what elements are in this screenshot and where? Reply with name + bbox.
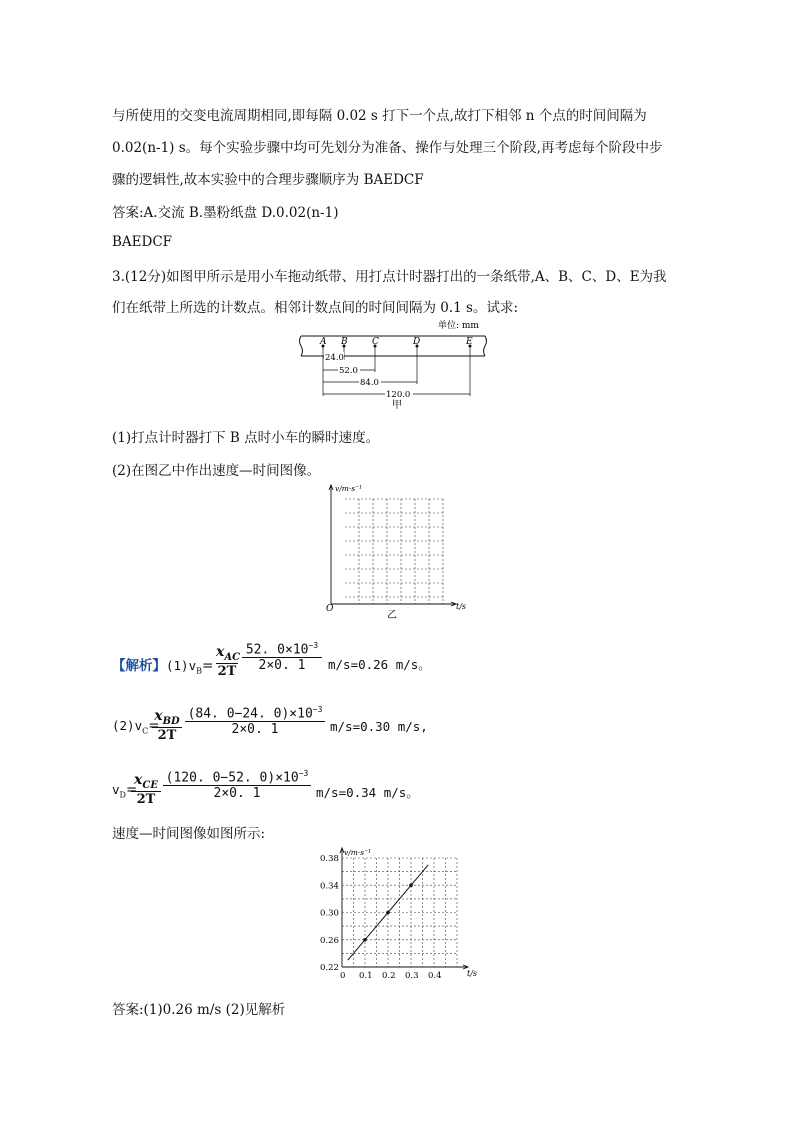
tape-label-a: A: [320, 337, 327, 347]
empty-graph: [320, 482, 480, 620]
eq2-rhs-exp: −3: [312, 705, 323, 714]
tape-label-b: B: [341, 337, 348, 347]
eq1-lhs-fraction: [216, 641, 241, 680]
eq2-lhs-den: 2T: [157, 728, 177, 744]
solution-tag: 【解析】: [112, 658, 166, 674]
chart-data-point: [386, 911, 390, 915]
tape-dist-3: 84.0: [360, 378, 379, 388]
empty-graph-caption: 乙: [387, 610, 397, 620]
eq2-rhs-fraction: [185, 705, 325, 737]
chart-data-point: [409, 883, 413, 887]
tape-caption: 甲: [392, 400, 402, 410]
eq3-result: m/s=0.34 m/s。: [316, 785, 419, 800]
question-3-line-1: 3.(12分)如图甲所示是用小车拖动纸带、用打点计时器打出的一条纸带,A、B、C、D、E为我: [112, 269, 667, 285]
chart-x-tick-label: 0.3: [405, 971, 419, 981]
intro-line-1: 与所使用的交变电流周期相同,即每隔 0.02 s 打下一个点,故打下相邻 n 个点的时间间隔为: [112, 108, 647, 124]
eq2-lhs-fraction: [152, 705, 182, 743]
eq1-rhs-fraction: [242, 641, 322, 673]
chart-y-tick-label: 0.38: [320, 854, 339, 864]
eq1-rhs-exp: −3: [308, 641, 319, 650]
eq2-prefix: (2)v: [112, 718, 143, 733]
eq1-sub: B: [196, 666, 202, 676]
answer-prev-line-1: 答案:A.交流 B.墨粉纸盘 D.0.02(n-1): [112, 205, 339, 221]
eq3-rhs-exp: −3: [298, 769, 309, 778]
tape-dist-2: 52.0: [339, 366, 358, 376]
eq1-rhs-num: 52. 0×10: [245, 642, 309, 658]
eq3-lhs-fraction: [131, 769, 161, 807]
chart-data-point: [363, 938, 367, 942]
eq3-eq: =: [125, 782, 138, 798]
empty-graph-y-label: v/m·s⁻¹: [335, 484, 363, 493]
eq3-rhs-fraction: [163, 769, 311, 801]
empty-graph-origin: O: [326, 604, 334, 614]
eq3-lhs-num: x: [134, 772, 143, 788]
question-3-line-2: 们在纸带上所选的计数点。相邻计数点间的时间间隔为 0.1 s。试求:: [112, 300, 519, 316]
eq1-lhs-num: x: [216, 644, 225, 660]
tape-label-c: C: [372, 337, 379, 347]
eq3-lhs-den: 2T: [136, 792, 156, 808]
eq1-rhs-den: 2×0. 1: [258, 658, 306, 674]
graph-intro: 速度—时间图像如图所示:: [112, 826, 266, 842]
chart-y-tick-label: 0.22: [320, 963, 339, 973]
tape-dist-1: 24.0: [325, 353, 344, 363]
chart-grid: [342, 858, 457, 967]
empty-graph-grid: [345, 499, 443, 604]
tape-figure: [295, 316, 495, 410]
intro-line-3: 骤的逻辑性,故本实验中的合理步骤顺序为 BAEDCF: [112, 172, 424, 188]
eq1-result: m/s=0.26 m/s。: [328, 657, 431, 672]
intro-line-2: 0.02(n-1) s。每个实验步骤中均可先划分为准备、操作与处理三个阶段,再考虑每个阶段中步: [112, 140, 663, 156]
chart-x-label: t/s: [467, 969, 478, 978]
chart-x-tick-label: 0.1: [359, 971, 373, 981]
tape-label-e: E: [466, 337, 473, 347]
tape-left-tear: [300, 336, 303, 356]
empty-graph-x-label: t/s: [456, 602, 467, 611]
answer-prev-line-2: BAEDCF: [112, 234, 173, 250]
chart-y-tick-label: 0.34: [320, 881, 339, 892]
eq1-lhs-num-sub: AC: [224, 652, 241, 664]
chart-y-tick-label: 0.26: [320, 935, 339, 946]
eq3-rhs-den: 2×0. 1: [213, 786, 261, 802]
eq1-prefix: (1)v: [166, 658, 197, 673]
final-answer: 答案:(1)0.26 m/s (2)见解析: [112, 1002, 286, 1018]
chart-x-tick-label: 0: [340, 971, 346, 981]
question-3-sub-2: (2)在图乙中作出速度—时间图像。: [112, 463, 321, 479]
eq1-lhs-den: 2T: [217, 664, 237, 680]
tape-dist-4: 120.0: [386, 390, 411, 400]
eq2-result: m/s=0.30 m/s,: [330, 719, 428, 734]
velocity-time-chart: [312, 846, 482, 982]
eq2-lhs-num-sub: BD: [162, 716, 180, 728]
eq2-rhs-den: 2×0. 1: [231, 722, 279, 738]
tape-unit-label: 单位: mm: [438, 321, 479, 331]
eq3-prefix: v: [112, 782, 120, 797]
tape-right-tear: [484, 336, 487, 356]
chart-y-label: v/m·s⁻¹: [344, 848, 372, 857]
chart-y-tick-label: 0.30: [320, 908, 339, 919]
eq2-lhs-num: x: [154, 708, 163, 724]
chart-x-tick-label: 0.4: [428, 971, 442, 981]
tape-label-d: D: [413, 337, 421, 347]
eq2-sub: C: [142, 726, 149, 736]
eq3-lhs-num-sub: CE: [142, 780, 158, 792]
chart-x-tick-label: 0.2: [382, 971, 396, 981]
eq1-eq: =: [202, 658, 214, 674]
eq3-rhs-num: (120. 0−52. 0)×10: [165, 770, 299, 786]
eq3-sub: D: [119, 790, 126, 800]
solution-line-1: [112, 654, 213, 676]
question-3-sub-1: (1)打点计时器打下 B 点时小车的瞬时速度。: [112, 430, 380, 446]
eq2-rhs-num: (84. 0−24. 0)×10: [187, 706, 313, 722]
eq2-eq: =: [148, 718, 160, 734]
